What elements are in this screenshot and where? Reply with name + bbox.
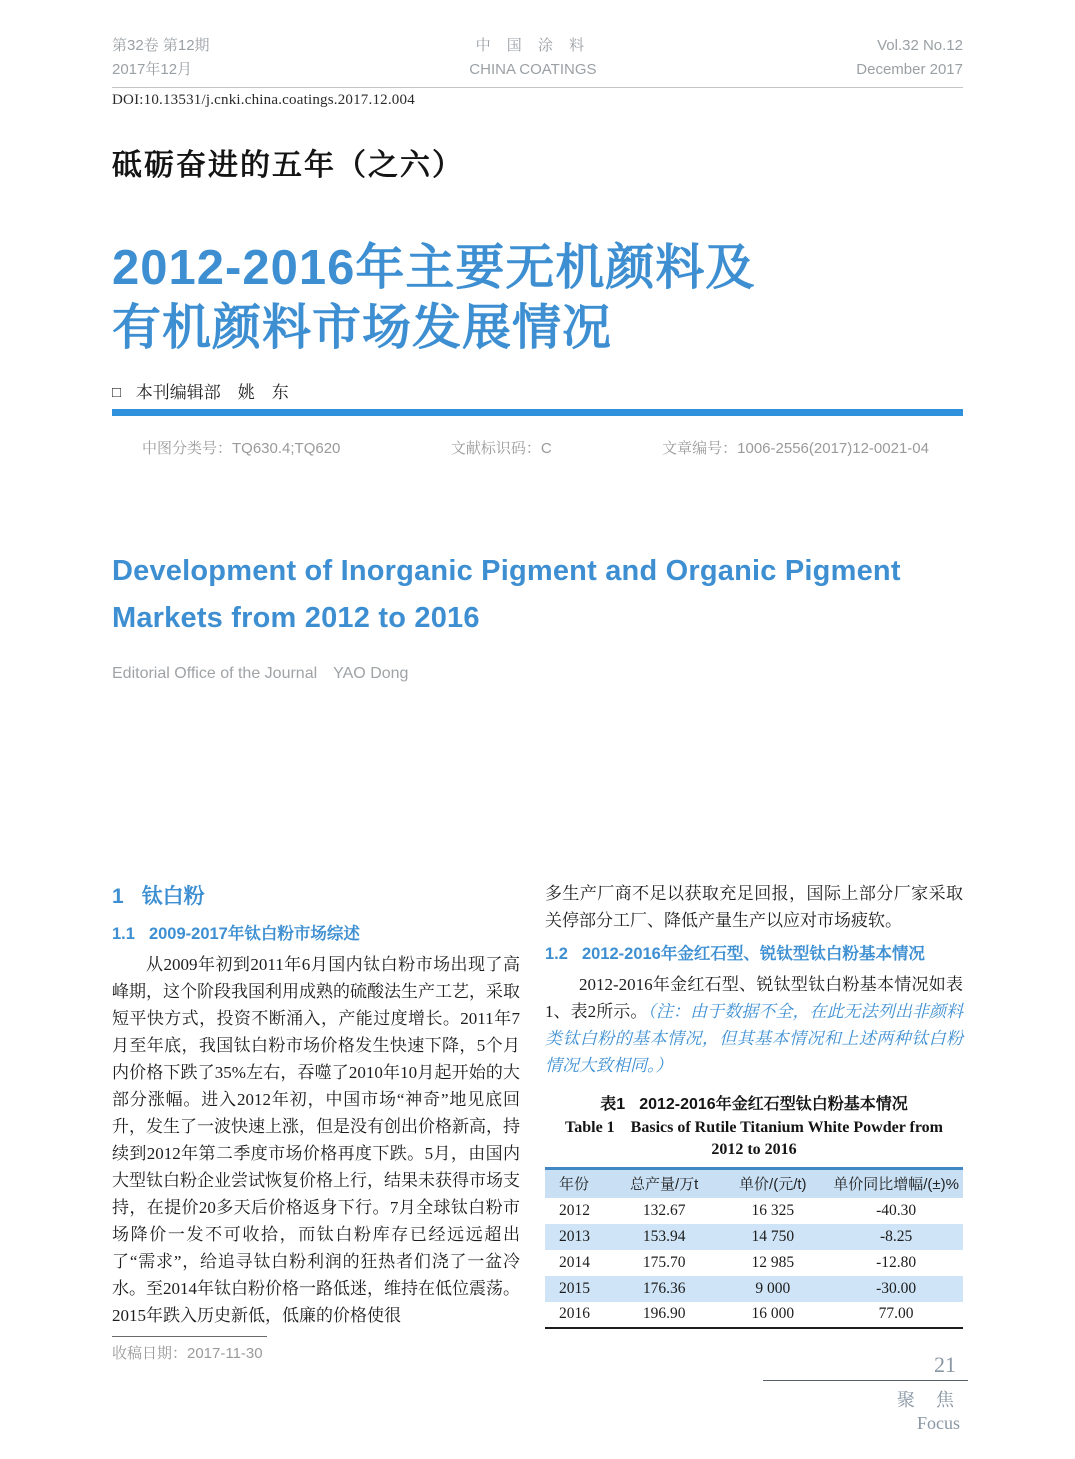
- section-1-heading: [112, 880, 520, 910]
- cell-year: 2014: [559, 1253, 590, 1271]
- table-row: [545, 1250, 963, 1276]
- section-1-2-number: 1.2: [545, 945, 568, 963]
- cell-price-change: -30.00: [876, 1279, 917, 1297]
- cell-production: 153.94: [642, 1227, 686, 1245]
- cell-year: 2012: [559, 1201, 590, 1219]
- table1-col-price-change: 单价同比增幅/(±)%: [829, 1169, 963, 1198]
- article-title-line1: 2012-2016年主要无机颜料及: [112, 241, 756, 295]
- article-title-en: Development of Inorganic Pigment and Organic Pigment Markets from 2012 to 2016: [112, 555, 901, 634]
- volume-issue-zh: 第32卷 第12期: [112, 37, 210, 54]
- footer-section-zh: 聚 焦: [896, 1390, 962, 1410]
- cell-price-change: -8.25: [879, 1227, 913, 1245]
- author-names-zh: 本刊编辑部 姚 东: [135, 383, 289, 402]
- table1-caption-zh-text: 2012-2016年金红石型钛白粉基本情况: [639, 1096, 908, 1113]
- footer-rule: [763, 1380, 968, 1381]
- section-1-number: 1: [112, 885, 124, 908]
- cell-price-change: -12.80: [876, 1253, 917, 1271]
- table1-col-year: 年份: [545, 1169, 612, 1198]
- header-journal-name: [469, 34, 596, 82]
- article-meta-row: [112, 437, 963, 458]
- cell-production: 175.70: [642, 1253, 686, 1271]
- doi-line: DOI:10.13531/j.cnki.china.coatings.2017.12.004: [112, 92, 415, 108]
- article-title-line2: 有机颜料市场发展情况: [112, 301, 613, 355]
- section-1-1-heading: [112, 920, 520, 944]
- table1-col-unit-price: 单价/(元/t): [716, 1169, 829, 1198]
- cell-price-change: -40.30: [876, 1201, 917, 1219]
- cell-price-change: 77.00: [878, 1305, 914, 1322]
- received-date-rule: [112, 1336, 267, 1337]
- title-divider-bar: [112, 409, 963, 416]
- header-volume-issue: [112, 34, 210, 82]
- table1-header-row: [545, 1169, 963, 1198]
- section-1-2-title: 2012-2016年金红石型、锐钛型钛白粉基本情况: [581, 945, 925, 963]
- document-code: 文献标识码：C: [450, 440, 552, 457]
- cell-unit-price: 9 000: [755, 1279, 791, 1297]
- vol-no-en: Vol.32 No.12: [877, 37, 963, 54]
- article-title-zh: [112, 238, 963, 358]
- section-1-1-number: 1.1: [112, 925, 135, 943]
- body-column-right: [545, 880, 963, 1363]
- table1-col-production: 总产量/万t: [612, 1169, 717, 1198]
- table1-body: [545, 1198, 963, 1328]
- paragraph-market-overview: 从2009年初到2011年6月国内钛白粉市场出现了高峰期，这个阶段我国利用成熟的硫酸法生产工艺，采取短平快方式，投资不断涌入，产能过度增长。2011年7月至年底，我国钛白粉市场价格发生快速下降，5个月内价格下跌了35%左右，吞噬了2010年10月起开始的大部分涨幅。进入2012年初，中国市场“神奇”地见底回升，发生了一波快速上涨，但是没有创出价格新高，持续到2012年第二季度市场价格再度下跌。5月，由国内大型钛白粉企业尝试恢复价格上行，结果未获得市场支持，在提价20多天后价格返身下行。7月全球钛白粉市场降价一发不可收拾，而钛白粉库存已经远远超出了“需求”，给追寻钛白粉利润的狂热者们浇了一盆冷水。至2014年钛白粉价格一路低迷，维持在低位震荡。2015年跌入历史新低，低廉的价格使很: [112, 955, 520, 1325]
- author-line: [112, 378, 963, 403]
- page-footer: [763, 1352, 968, 1434]
- section-1-title: 钛白粉: [141, 885, 205, 908]
- journal-name-en: CHINA COATINGS: [469, 61, 597, 78]
- cell-unit-price: 12 985: [751, 1253, 795, 1271]
- received-date-note: [112, 1336, 520, 1363]
- table-intro-text: 2012-2016年金红石型、锐钛型钛白粉基本情况如表1、表2所示。: [545, 975, 963, 1021]
- cell-production: 176.36: [642, 1279, 686, 1297]
- table1-caption-zh-number: 表1: [600, 1096, 626, 1113]
- cell-year: 2013: [559, 1227, 590, 1245]
- series-title: 砥砺奋进的五年（之六）: [112, 149, 464, 182]
- footer-section-en: Focus: [916, 1413, 960, 1433]
- article-body: [112, 880, 963, 1363]
- cell-unit-price: 14 750: [751, 1227, 795, 1245]
- journal-name-zh: 中 国 涂 料: [475, 37, 591, 54]
- table-intro-note: （注：由于数据不全，在此无法列出非颜料类钛白粉的基本情况，但其基本情况和上述两种钛白粉情况大致相同。）: [545, 1002, 964, 1075]
- table-row: [545, 1224, 963, 1250]
- table1-rutile-basics: [545, 1167, 963, 1329]
- body-column-left: [112, 880, 520, 1363]
- table1-caption-en: Table 1 Basics of Rutile Titanium White Powder from 2012 to 2016: [565, 1119, 943, 1158]
- table-row: [545, 1302, 963, 1328]
- section-1-1-title: 2009-2017年钛白粉市场综述: [148, 925, 360, 943]
- paragraph-market-overview-cont: 多生产厂商不足以获取充足回报，国际上部分厂家采取关停部分工厂、降低产量生产以应对市场疲软。: [545, 884, 963, 930]
- cell-unit-price: 16 325: [751, 1201, 795, 1219]
- issue-date-zh: 2017年12月: [112, 61, 193, 78]
- received-date-text: 收稿日期：2017-11-30: [112, 1345, 263, 1362]
- cell-production: 196.90: [642, 1305, 686, 1322]
- cell-production: 132.67: [642, 1201, 686, 1219]
- article-id: 文章编号：1006-2556(2017)12-0021-04: [662, 440, 929, 457]
- cell-year: 2015: [559, 1279, 590, 1297]
- table-row: [545, 1276, 963, 1302]
- page-number: 21: [934, 1352, 956, 1377]
- header-vol-no: [856, 34, 963, 82]
- journal-header: [112, 34, 963, 88]
- cell-unit-price: 16 000: [751, 1305, 795, 1322]
- clc-number: 中图分类号：TQ630.4;TQ620: [142, 440, 341, 457]
- author-square-icon: □: [112, 384, 122, 401]
- paragraph-table-intro: [545, 971, 963, 1079]
- cell-year: 2016: [559, 1305, 590, 1322]
- table-row: [545, 1198, 963, 1224]
- section-1-2-heading: [545, 940, 963, 964]
- author-names-en: Editorial Office of the Journal YAO Dong: [112, 665, 409, 682]
- issue-date-en: December 2017: [856, 61, 963, 78]
- table1-caption-zh: [545, 1091, 963, 1114]
- table1-header: [545, 1169, 963, 1198]
